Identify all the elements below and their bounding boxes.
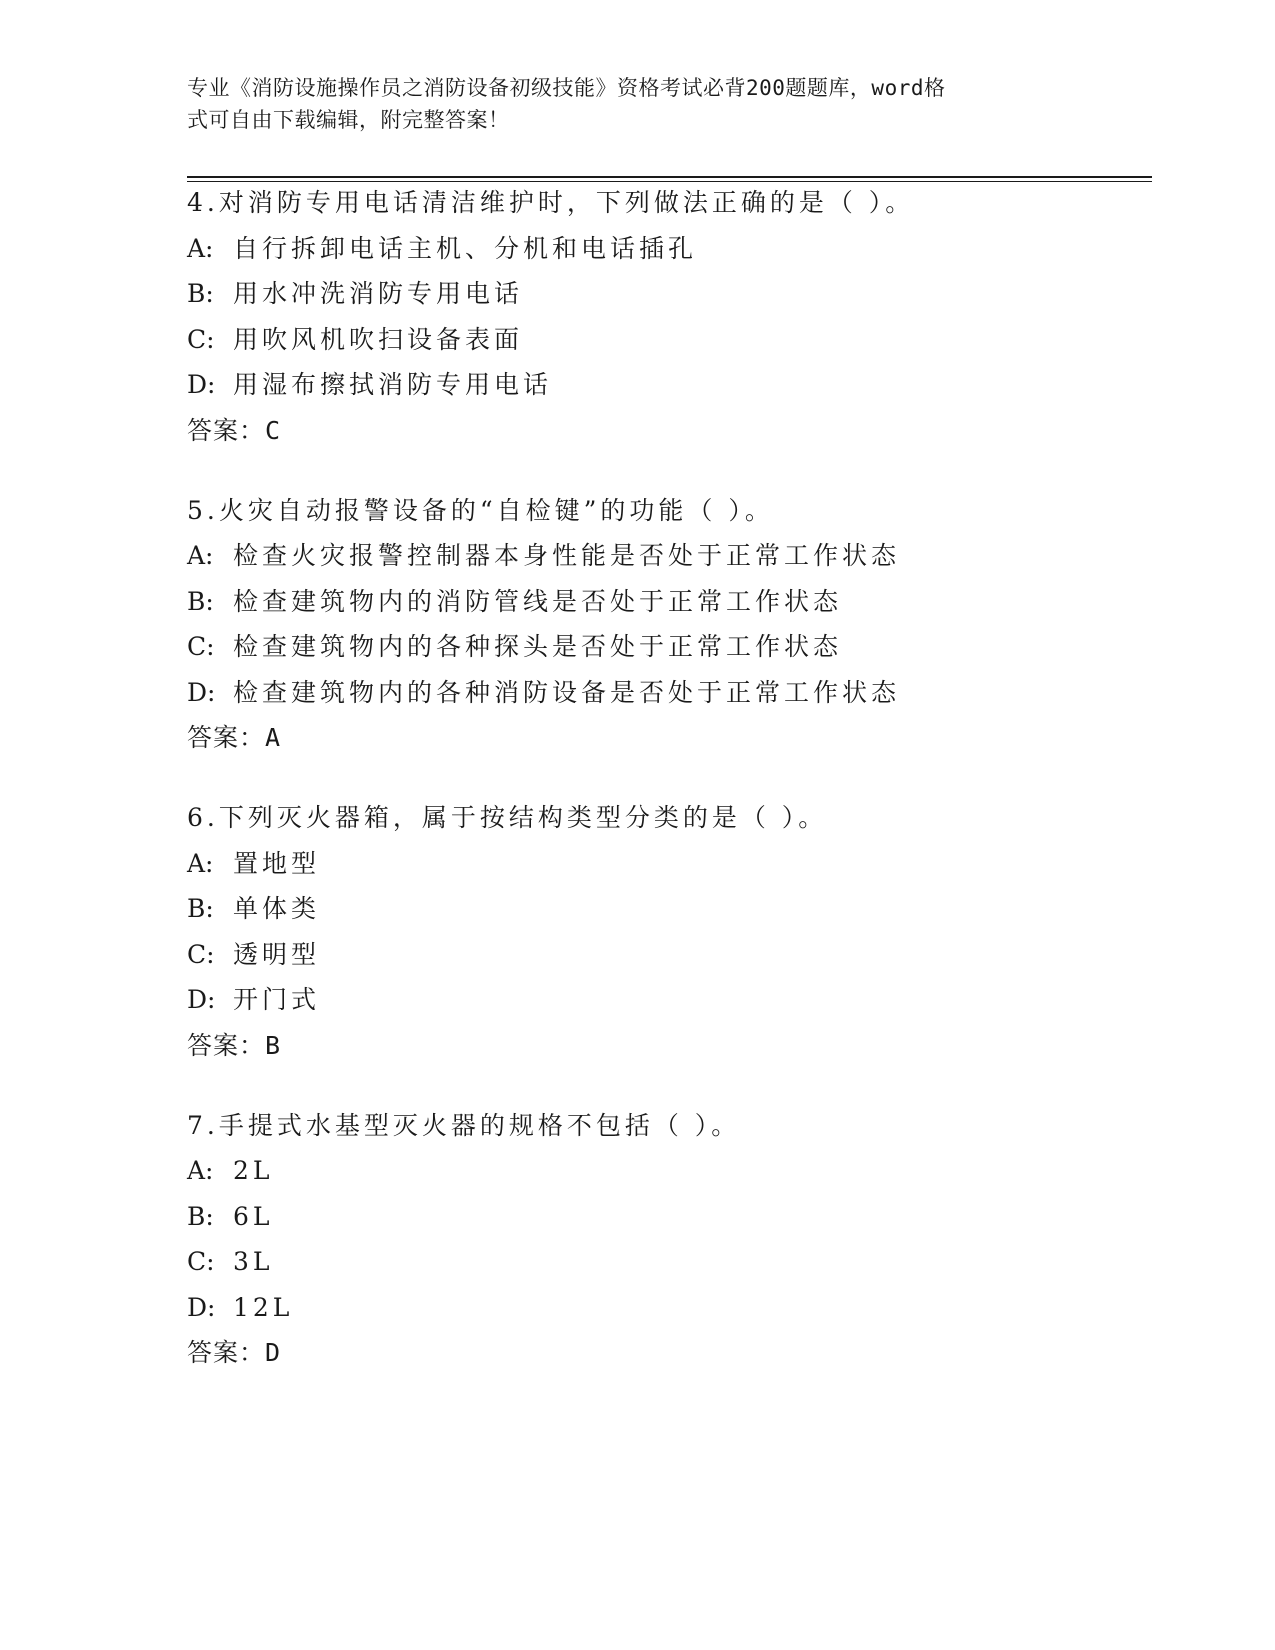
option-letter: C: bbox=[187, 324, 215, 354]
option-d bbox=[187, 985, 1147, 1015]
option-d bbox=[187, 678, 1147, 708]
answer-line: 答案：A bbox=[187, 723, 282, 752]
option-text: 自行拆卸电话主机、分机和电话插孔 bbox=[233, 233, 698, 263]
question-stem: 4.对消防专用电话清洁维护时，下列做法正确的是（ ）。 bbox=[187, 188, 915, 217]
option-text: 3L bbox=[233, 1247, 274, 1276]
option-letter: D: bbox=[187, 985, 216, 1014]
question-stem: 7.手提式水基型灭火器的规格不包括（ ）。 bbox=[187, 1110, 741, 1140]
header-line-1: 专业《消防设施操作员之消防设备初级技能》资格考试必背200题题库，word格 bbox=[187, 76, 946, 100]
option-b bbox=[187, 894, 1147, 924]
option-b bbox=[187, 279, 1147, 309]
option-letter: B: bbox=[187, 1201, 214, 1231]
option-letter: C: bbox=[187, 632, 215, 661]
document-header bbox=[187, 72, 1087, 136]
option-letter: B: bbox=[187, 279, 214, 308]
option-letter: D: bbox=[187, 677, 216, 707]
option-text: 检查建筑物内的各种探头是否处于正常工作状态 bbox=[233, 632, 843, 661]
option-a bbox=[187, 849, 1147, 879]
question-item bbox=[187, 188, 1147, 446]
header-divider-thin bbox=[187, 181, 1152, 182]
option-letter: B: bbox=[187, 586, 214, 616]
option-c bbox=[187, 1247, 1147, 1277]
question-stem: 6.下列灭火器箱，属于按结构类型分类的是（ ）。 bbox=[187, 803, 828, 832]
option-text: 开门式 bbox=[233, 985, 321, 1014]
option-a bbox=[187, 1156, 1147, 1186]
option-text: 检查建筑物内的各种消防设备是否处于正常工作状态 bbox=[233, 677, 901, 707]
option-letter: A: bbox=[187, 1156, 214, 1185]
option-text: 12L bbox=[233, 1292, 294, 1322]
answer-line: 答案：C bbox=[187, 415, 282, 445]
option-c bbox=[187, 940, 1147, 970]
option-c bbox=[187, 632, 1147, 662]
option-d bbox=[187, 1293, 1147, 1323]
question-stem: 5.火灾自动报警设备的“自检键”的功能（ ）。 bbox=[187, 495, 774, 525]
header-line-2: 式可自由下载编辑，附完整答案！ bbox=[187, 108, 510, 132]
option-text: 用水冲洗消防专用电话 bbox=[233, 279, 524, 308]
option-a bbox=[187, 541, 1147, 571]
question-item bbox=[187, 803, 1147, 1061]
option-text: 6L bbox=[233, 1201, 274, 1231]
option-a bbox=[187, 234, 1147, 264]
option-b bbox=[187, 1202, 1147, 1232]
question-item bbox=[187, 496, 1147, 754]
option-letter: C: bbox=[187, 1247, 215, 1276]
option-text: 置地型 bbox=[233, 848, 321, 878]
option-d bbox=[187, 370, 1147, 400]
option-text: 用湿布擦拭消防专用电话 bbox=[233, 370, 553, 399]
question-list bbox=[187, 188, 1147, 1418]
answer-line: 答案：B bbox=[187, 1030, 282, 1060]
option-letter: A: bbox=[187, 541, 214, 570]
option-letter: A: bbox=[187, 848, 214, 878]
option-letter: D: bbox=[187, 1292, 216, 1322]
question-item bbox=[187, 1111, 1147, 1369]
option-text: 透明型 bbox=[233, 939, 321, 969]
option-letter: B: bbox=[187, 894, 214, 923]
option-letter: D: bbox=[187, 370, 216, 399]
option-c bbox=[187, 325, 1147, 355]
option-b bbox=[187, 587, 1147, 617]
answer-line: 答案：D bbox=[187, 1338, 282, 1367]
option-text: 单体类 bbox=[233, 894, 321, 923]
option-text: 2L bbox=[233, 1156, 274, 1185]
option-letter: C: bbox=[187, 939, 215, 969]
header-divider bbox=[187, 176, 1152, 178]
option-text: 检查建筑物内的消防管线是否处于正常工作状态 bbox=[233, 586, 843, 616]
option-text: 检查火灾报警控制器本身性能是否处于正常工作状态 bbox=[233, 541, 901, 570]
option-letter: A: bbox=[187, 233, 214, 263]
option-text: 用吹风机吹扫设备表面 bbox=[233, 324, 524, 354]
